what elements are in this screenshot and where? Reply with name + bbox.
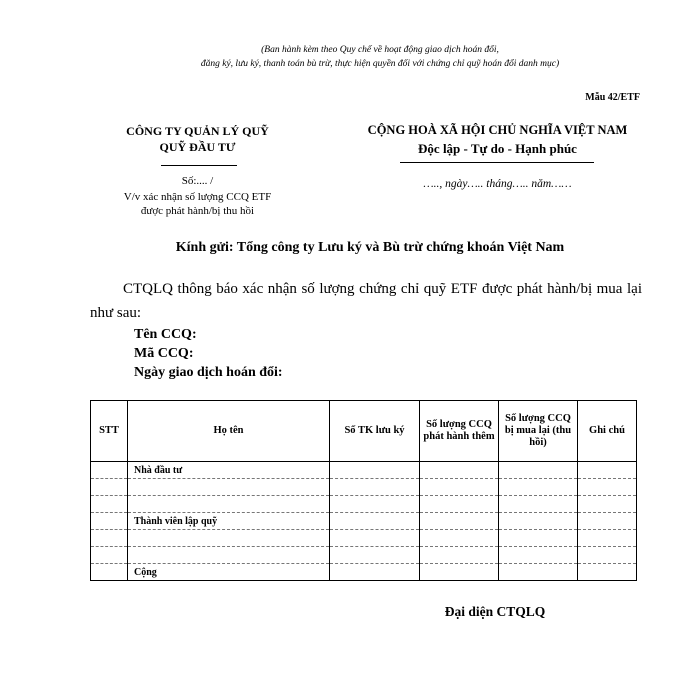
body-paragraph-text: CTQLQ thông báo xác nhận số lượng chứng chỉ quỹ ETF được phát hành/bị mua lại như sau: — [90, 281, 642, 321]
organization-name-line1: CÔNG TY QUẢN LÝ QUỸ — [126, 124, 269, 138]
regulation-note-line1: (Ban hành kèm theo Quy chế về hoạt động giao dịch hoán đổi, — [261, 45, 499, 55]
fund-name-label: Tên CCQ: — [134, 327, 197, 342]
table-row — [91, 530, 637, 547]
header-name: Họ tên — [128, 401, 330, 462]
confirmation-table — [90, 400, 637, 581]
regulation-note — [90, 43, 670, 71]
fund-fields — [134, 325, 283, 382]
regulation-note-line2: đăng ký, lưu ký, thanh toán bù trừ, thực hiện quyền đối với chứng chỉ quỹ hoán đổi danh mục) — [200, 59, 560, 69]
organization-divider — [161, 165, 237, 166]
date-line: ….., ngày….. tháng….. năm…… — [423, 178, 572, 190]
group-investor-label: Nhà đầu tư — [128, 462, 330, 479]
table-row — [91, 462, 637, 479]
document-subject-line1: V/v xác nhận số lượng CCQ ETF — [123, 191, 272, 203]
header-issued: Số lượng CCQ phát hành thêm — [420, 401, 499, 462]
signature-label: Đại diện CTQLQ — [444, 604, 546, 619]
body-paragraph — [90, 277, 642, 325]
table-row — [91, 564, 637, 581]
header-stt: STT — [91, 401, 128, 462]
national-title: CỘNG HOÀ XÃ HỘI CHỦ NGHĨA VIỆT NAM — [367, 123, 628, 137]
total-label: Cộng — [128, 564, 330, 581]
table-row — [91, 547, 637, 564]
document-subject — [95, 190, 300, 218]
table-row — [91, 496, 637, 513]
header-account: Số TK lưu ký — [330, 401, 420, 462]
fund-code-label: Mã CCQ: — [134, 346, 194, 361]
motto-divider — [400, 162, 594, 163]
header-note: Ghi chú — [578, 401, 637, 462]
organization-name — [95, 123, 300, 155]
document-subject-line2: được phát hành/bị thu hồi — [140, 205, 255, 217]
organization-name-line2: QUỸ ĐẦU TƯ — [159, 140, 236, 154]
exchange-date-label: Ngày giao dịch hoán đổi: — [134, 365, 283, 380]
table-row — [91, 513, 637, 530]
table-header-row — [91, 401, 637, 462]
group-member-label: Thành viên lập quỹ — [128, 513, 330, 530]
recipient-line: Kính gửi: Tổng công ty Lưu ký và Bù trừ chứng khoán Việt Nam — [175, 240, 565, 255]
document-number: Số:.... / — [181, 175, 214, 187]
table-row — [91, 479, 637, 496]
header-redeemed: Số lượng CCQ bị mua lại (thu hồi) — [499, 401, 578, 462]
national-motto: Độc lập - Tự do - Hạnh phúc — [418, 141, 577, 156]
form-code: Mẫu 42/ETF — [585, 92, 640, 103]
